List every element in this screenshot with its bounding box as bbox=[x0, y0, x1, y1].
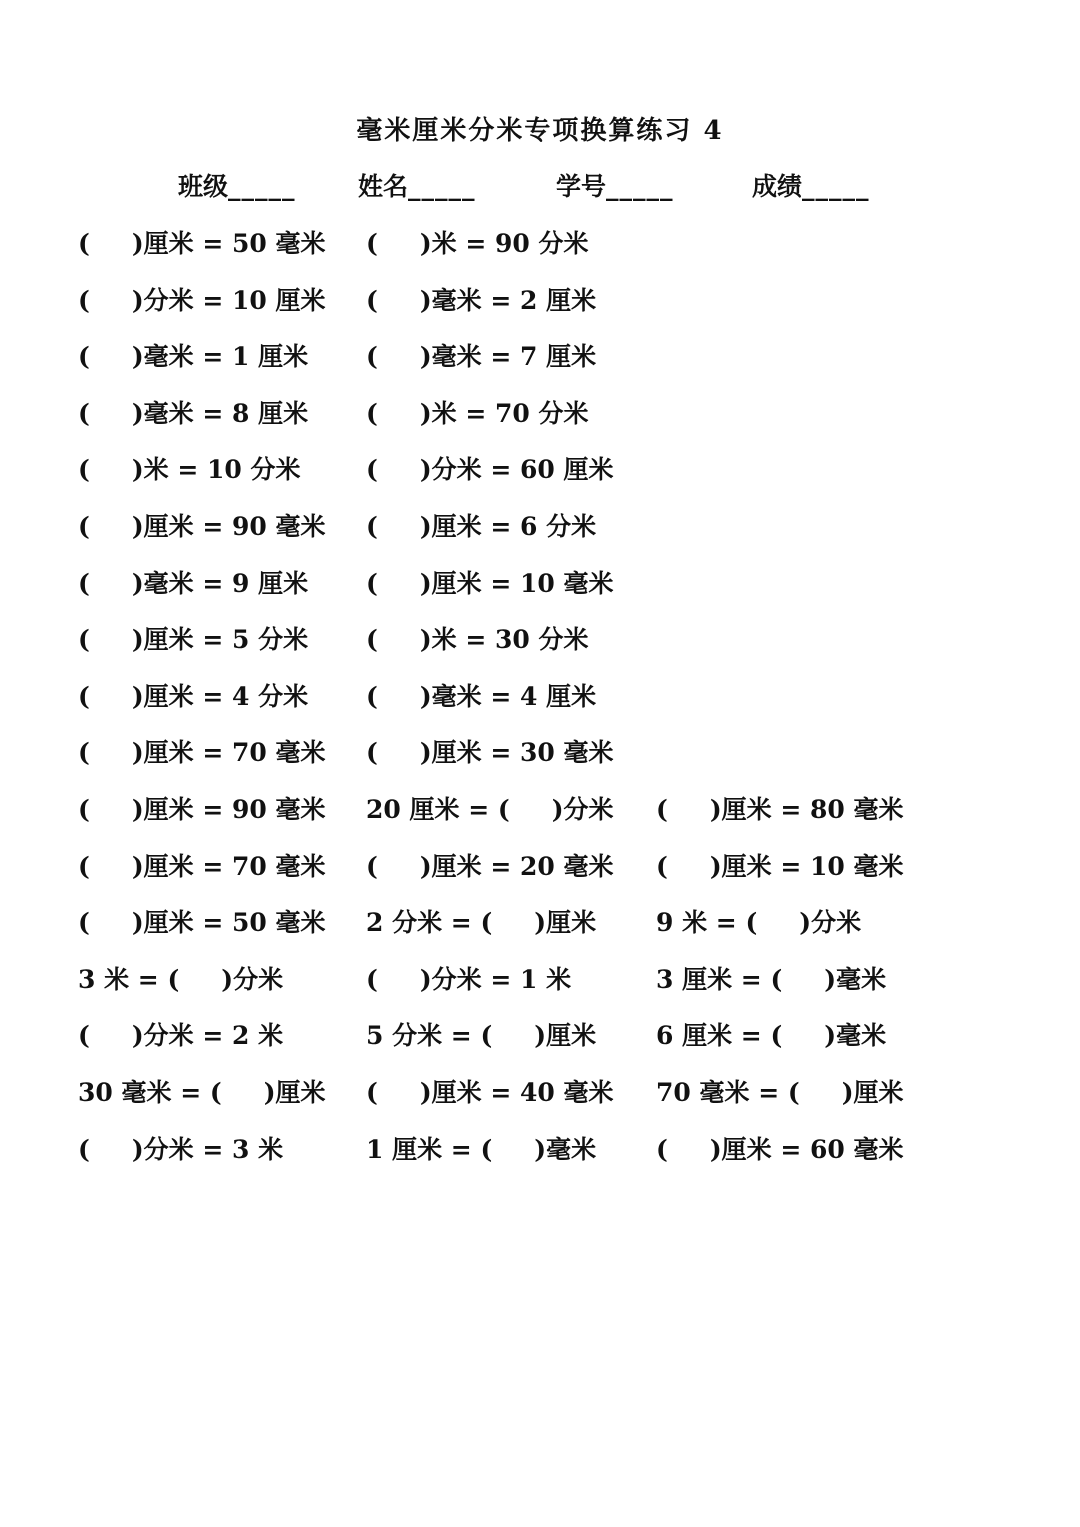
conversion-problem bbox=[366, 620, 589, 656]
conversion-problem bbox=[366, 960, 571, 996]
conversion-problem bbox=[78, 847, 326, 883]
problem-suffix: )毫米 bbox=[824, 964, 887, 994]
problem-prefix: ( bbox=[366, 512, 378, 541]
problem-suffix: )厘米 = 6 分米 bbox=[419, 512, 597, 541]
problem-suffix: )厘米 = 70 毫米 bbox=[131, 738, 326, 768]
problem-suffix: )毫米 bbox=[824, 1021, 887, 1051]
problem-prefix: ( bbox=[656, 1134, 668, 1164]
problem-suffix: )毫米 = 4 厘米 bbox=[419, 681, 597, 711]
problem-suffix: )毫米 = 7 厘米 bbox=[419, 342, 597, 372]
conversion-problem bbox=[366, 1016, 596, 1052]
conversion-problem bbox=[78, 903, 326, 939]
conversion-problem bbox=[366, 677, 596, 713]
problem-prefix: 2 分米 = ( bbox=[366, 908, 493, 938]
conversion-problem bbox=[656, 1130, 904, 1166]
problem-prefix: ( bbox=[366, 681, 378, 711]
name-label: 姓名 bbox=[358, 172, 409, 201]
problem-prefix: ( bbox=[78, 398, 90, 428]
problem-prefix: ( bbox=[78, 851, 90, 881]
problem-suffix: )厘米 = 5 分米 bbox=[131, 625, 309, 655]
conversion-problem bbox=[78, 677, 308, 713]
problem-suffix: )厘米 = 60 毫米 bbox=[709, 1134, 904, 1164]
conversion-problem bbox=[78, 224, 326, 260]
problem-prefix: ( bbox=[366, 851, 378, 881]
problem-suffix: )厘米 bbox=[263, 1078, 326, 1107]
conversion-problem bbox=[366, 903, 596, 939]
problem-prefix: 20 厘米 = ( bbox=[366, 795, 510, 824]
conversion-problem bbox=[78, 507, 326, 543]
problem-suffix: )米 = 30 分米 bbox=[419, 625, 589, 655]
problem-suffix: )厘米 = 40 毫米 bbox=[419, 1078, 614, 1107]
problem-prefix: ( bbox=[78, 342, 90, 372]
conversion-problem bbox=[78, 733, 326, 769]
conversion-problem bbox=[366, 1073, 614, 1109]
problem-prefix: ( bbox=[366, 964, 378, 994]
problem-suffix: )厘米 bbox=[534, 908, 597, 938]
problem-prefix: ( bbox=[78, 512, 90, 541]
problem-suffix: )厘米 = 4 分米 bbox=[131, 681, 309, 711]
problem-prefix: 3 厘米 = ( bbox=[656, 964, 783, 994]
problem-prefix: ( bbox=[366, 229, 378, 258]
conversion-problem bbox=[78, 1073, 326, 1109]
problem-prefix: ( bbox=[78, 625, 90, 655]
problem-suffix: )米 = 10 分米 bbox=[131, 455, 301, 485]
problem-suffix: )厘米 bbox=[841, 1078, 904, 1107]
problem-prefix: 5 分米 = ( bbox=[366, 1021, 493, 1051]
student-number-field[interactable] bbox=[556, 167, 674, 203]
problem-suffix: )厘米 = 70 毫米 bbox=[131, 851, 326, 881]
conversion-problem bbox=[78, 564, 308, 600]
conversion-problem bbox=[366, 224, 589, 260]
problem-suffix: )厘米 bbox=[534, 1021, 597, 1051]
problem-suffix: )分米 = 1 米 bbox=[419, 964, 572, 994]
conversion-problem bbox=[656, 847, 904, 883]
conversion-problem bbox=[656, 960, 886, 996]
conversion-problem bbox=[366, 337, 596, 373]
problem-prefix: ( bbox=[366, 625, 378, 655]
problem-suffix: )毫米 = 2 厘米 bbox=[419, 285, 597, 315]
problem-prefix: ( bbox=[366, 568, 378, 598]
problem-prefix: ( bbox=[366, 342, 378, 372]
conversion-problem bbox=[366, 1130, 596, 1166]
conversion-problem bbox=[78, 620, 308, 656]
conversion-problem bbox=[656, 790, 904, 826]
problem-suffix: )厘米 = 80 毫米 bbox=[709, 795, 904, 824]
problem-suffix: )厘米 = 50 毫米 bbox=[131, 908, 326, 938]
problem-prefix: ( bbox=[78, 681, 90, 711]
conversion-problem bbox=[78, 960, 283, 996]
problem-prefix: 70 毫米 = ( bbox=[656, 1078, 800, 1107]
problem-suffix: )分米 = 10 厘米 bbox=[131, 285, 326, 315]
problem-suffix: )米 = 90 分米 bbox=[419, 229, 589, 258]
conversion-problem bbox=[366, 564, 614, 600]
conversion-problem bbox=[78, 450, 301, 486]
problem-suffix: )厘米 = 20 毫米 bbox=[419, 851, 614, 881]
problem-prefix: ( bbox=[78, 229, 90, 258]
problem-suffix: )厘米 = 10 毫米 bbox=[419, 568, 614, 598]
problem-suffix: )厘米 = 90 毫米 bbox=[131, 795, 326, 824]
conversion-problem bbox=[656, 903, 861, 939]
conversion-problem bbox=[78, 394, 308, 430]
problem-prefix: ( bbox=[366, 398, 378, 428]
score-blank-line: _____ bbox=[802, 172, 870, 201]
problem-suffix: )毫米 = 8 厘米 bbox=[131, 398, 309, 428]
worksheet-title: 毫米厘米分米专项换算练习 4 bbox=[356, 116, 724, 146]
student-number-blank-line: _____ bbox=[606, 172, 674, 201]
conversion-problem bbox=[656, 1016, 886, 1052]
problem-prefix: ( bbox=[78, 795, 90, 824]
score-label: 成绩 bbox=[752, 172, 803, 201]
problem-prefix: ( bbox=[78, 738, 90, 768]
conversion-problem bbox=[366, 450, 614, 486]
conversion-problem bbox=[366, 507, 596, 543]
conversion-problem bbox=[78, 1016, 283, 1052]
problem-prefix: ( bbox=[366, 455, 378, 485]
problem-suffix: )米 = 70 分米 bbox=[419, 398, 589, 428]
problem-suffix: )毫米 bbox=[534, 1134, 597, 1164]
conversion-problem bbox=[656, 1073, 904, 1109]
conversion-problem bbox=[366, 394, 589, 430]
problem-suffix: )毫米 = 1 厘米 bbox=[131, 342, 309, 372]
problem-prefix: ( bbox=[78, 455, 90, 485]
problem-prefix: ( bbox=[78, 568, 90, 598]
problem-prefix: ( bbox=[78, 908, 90, 938]
problem-suffix: )分米 bbox=[799, 908, 862, 938]
problem-prefix: ( bbox=[366, 285, 378, 315]
name-blank-line: _____ bbox=[408, 172, 476, 201]
conversion-problem bbox=[366, 790, 614, 826]
class-blank-line: _____ bbox=[228, 172, 296, 201]
problem-suffix: )分米 bbox=[551, 795, 614, 824]
problem-suffix: )厘米 = 50 毫米 bbox=[131, 229, 326, 258]
problem-suffix: )毫米 = 9 厘米 bbox=[131, 568, 309, 598]
conversion-problem bbox=[78, 790, 326, 826]
problem-prefix: 3 米 = ( bbox=[78, 964, 180, 994]
class-label: 班级 bbox=[178, 172, 229, 201]
problem-prefix: ( bbox=[656, 795, 668, 824]
problem-prefix: ( bbox=[656, 851, 668, 881]
problem-suffix: )分米 = 60 厘米 bbox=[419, 455, 614, 485]
student-number-label: 学号 bbox=[556, 172, 607, 201]
problem-prefix: ( bbox=[78, 285, 90, 315]
conversion-problem bbox=[366, 281, 596, 317]
problem-prefix: 1 厘米 = ( bbox=[366, 1134, 493, 1164]
conversion-problem bbox=[366, 733, 614, 769]
conversion-problem bbox=[366, 847, 614, 883]
problem-prefix: ( bbox=[366, 738, 378, 768]
problem-suffix: )厘米 = 30 毫米 bbox=[419, 738, 614, 768]
problem-prefix: 6 厘米 = ( bbox=[656, 1021, 783, 1051]
conversion-problem bbox=[78, 281, 326, 317]
problem-prefix: 9 米 = ( bbox=[656, 908, 758, 938]
name-field[interactable] bbox=[358, 167, 476, 203]
problem-prefix: ( bbox=[366, 1078, 378, 1107]
problem-prefix: 30 毫米 = ( bbox=[78, 1078, 222, 1107]
problem-suffix: )分米 = 2 米 bbox=[131, 1021, 284, 1051]
problem-suffix: )分米 = 3 米 bbox=[131, 1134, 284, 1164]
problem-suffix: )厘米 = 90 毫米 bbox=[131, 512, 326, 541]
problem-prefix: ( bbox=[78, 1134, 90, 1164]
conversion-problem bbox=[78, 1130, 283, 1166]
score-field[interactable] bbox=[752, 167, 870, 203]
problem-suffix: )分米 bbox=[221, 964, 284, 994]
problem-suffix: )厘米 = 10 毫米 bbox=[709, 851, 904, 881]
problem-prefix: ( bbox=[78, 1021, 90, 1051]
class-field[interactable] bbox=[178, 167, 296, 203]
conversion-problem bbox=[78, 337, 308, 373]
